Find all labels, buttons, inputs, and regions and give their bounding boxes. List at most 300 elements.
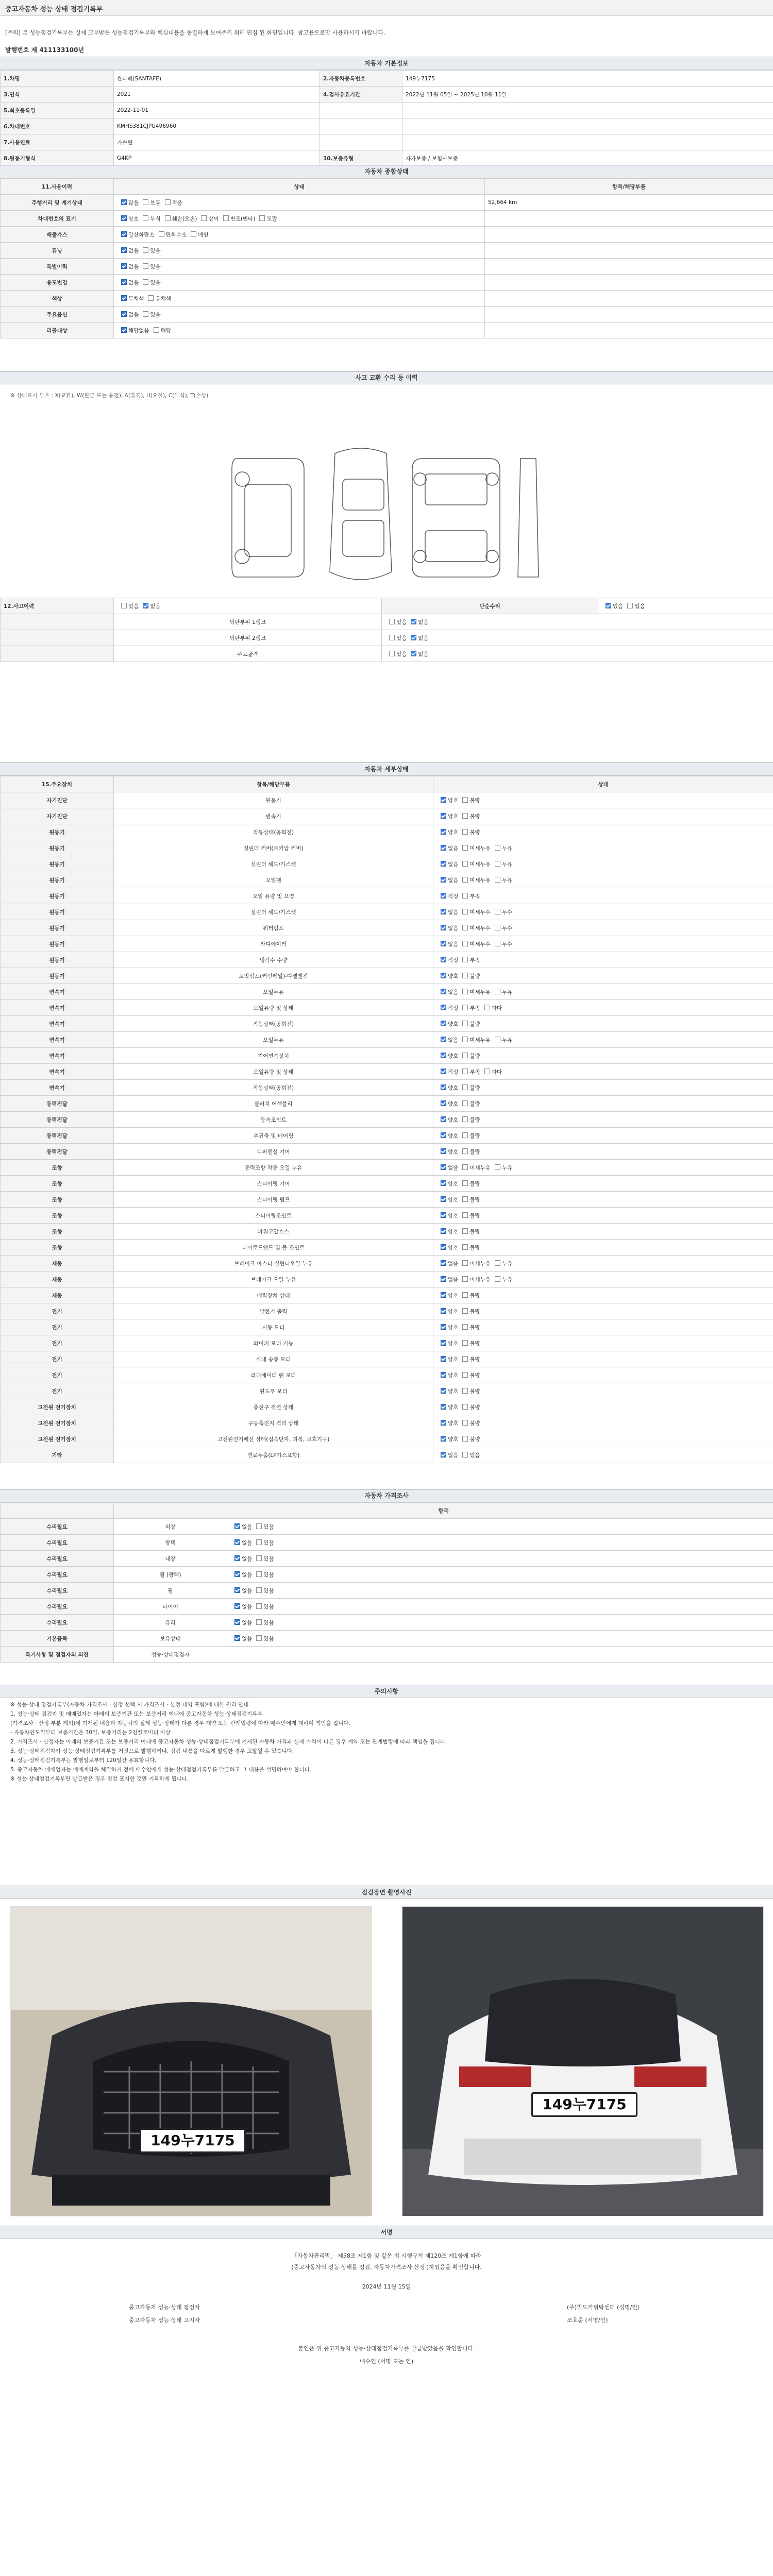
- checkbox-label: 없음: [448, 1276, 459, 1283]
- detail-group: 변속기: [1, 1048, 114, 1064]
- detail-state: [433, 1383, 773, 1399]
- detail-item: 스티어링조인트: [114, 1208, 433, 1224]
- detail-state: [433, 936, 773, 952]
- checkbox-icon: [462, 1228, 468, 1234]
- checkbox-label: 불량: [469, 1388, 480, 1395]
- checkbox-label: 있음: [263, 1555, 274, 1562]
- detail-row: [1, 936, 773, 952]
- checkbox-label: 불량: [469, 829, 480, 836]
- checkbox-icon: [462, 1452, 468, 1458]
- detail-item: 실린더 헤드/가스켓: [114, 856, 433, 872]
- page-title: 중고자동차 성능 상태 점검기록부: [5, 6, 103, 13]
- detail-row: [1, 1080, 773, 1096]
- price-group: 수리필요: [1, 1567, 114, 1583]
- inspector-label: 중고자동차 성능·상태 점검자: [129, 2304, 200, 2311]
- damage-legend: ※ 상태표시 부호 : X(교환), W(판금 또는 용접), A(흠집), U(요철), C(부식), T(손상): [10, 393, 209, 399]
- general-value: [114, 259, 485, 275]
- checkbox-label: 부식: [150, 215, 161, 222]
- price-value: [227, 1599, 773, 1615]
- checkbox-label: 불량: [469, 1084, 480, 1091]
- checkbox-icon: [441, 1404, 446, 1410]
- price-item: 내장: [114, 1551, 227, 1567]
- checkbox-label: 없음: [448, 925, 459, 931]
- price-item: 보유상태: [114, 1631, 227, 1647]
- detail-header: 15.주요장치: [1, 776, 114, 792]
- detail-group: 고전원 전기장치: [1, 1431, 114, 1447]
- detail-state: [433, 1367, 773, 1383]
- checkbox-label: 없음: [448, 1164, 459, 1171]
- detail-group: 원동기: [1, 840, 114, 856]
- checkbox-label: 해당없음: [128, 327, 149, 334]
- detail-row: [1, 1160, 773, 1176]
- detail-state: [433, 1303, 773, 1319]
- checkbox-icon: [462, 957, 468, 962]
- section-notes-title: 주의사항: [0, 1685, 773, 1698]
- checkbox-icon: [234, 1539, 240, 1545]
- checkbox-label: 양호: [448, 1053, 459, 1059]
- price-item: 외장: [114, 1519, 227, 1535]
- checkbox-label: 누유: [501, 989, 513, 995]
- detail-item: 충전구 절연 상태: [114, 1399, 433, 1415]
- detail-row: [1, 1335, 773, 1351]
- checkbox-icon: [234, 1571, 240, 1577]
- checkbox-label: 미세누유: [469, 845, 491, 852]
- checkbox-label: 적정: [448, 893, 459, 900]
- checkbox-icon: [121, 295, 127, 301]
- notes-block: [10, 1700, 763, 1784]
- opinion-label: 특기사항 및 점검자의 의견: [1, 1647, 114, 1663]
- checkbox-icon: [462, 877, 468, 883]
- detail-item: 스티어링 펌프: [114, 1192, 433, 1208]
- detail-row: [1, 1032, 773, 1048]
- detail-group: 전기: [1, 1383, 114, 1399]
- checkbox-icon: [462, 1420, 468, 1426]
- checkbox-icon: [441, 1308, 446, 1314]
- basic-value: 자가보증 / 보험사보증: [402, 150, 773, 166]
- checkbox-label: 누유: [501, 1276, 513, 1283]
- section-detail-title: 자동차 세부상태: [0, 762, 773, 776]
- detail-state: [433, 952, 773, 968]
- detail-row: [1, 1064, 773, 1080]
- detail-item: 디퍼렌셜 기어: [114, 1144, 433, 1160]
- checkbox-label: 불량: [469, 1228, 480, 1235]
- checkbox-label: 양호: [448, 829, 459, 836]
- checkbox-icon: [441, 813, 446, 819]
- checkbox-label: 과다: [491, 1005, 502, 1011]
- checkbox-label: 무채색: [128, 295, 144, 302]
- detail-state: [433, 1048, 773, 1064]
- price-row: [1, 1551, 773, 1567]
- detail-state: [433, 920, 773, 936]
- checkbox-icon: [441, 1053, 446, 1058]
- note-line: (가격조사 · 산정 부분 제외)에 기재된 내용과 자동차의 실제 성능·상태가 다른 경우 계약 또는 관계법령에 따라 매수인에게 대하여 책임을 집니다.: [10, 1720, 350, 1726]
- title-bar: [0, 0, 773, 16]
- checkbox-icon: [462, 1356, 468, 1362]
- checkbox-icon: [441, 877, 446, 883]
- basic-label: 1.차명: [1, 71, 114, 87]
- repair-label: 단순수리: [382, 598, 598, 614]
- checkbox-label: 불량: [469, 1116, 480, 1123]
- detail-row: [1, 1176, 773, 1192]
- general-label: 주행거리 및 계기상태: [1, 195, 114, 211]
- checkbox-label: 불량: [469, 1021, 480, 1027]
- rear-plate: 149누7175: [531, 2092, 637, 2117]
- basic-info-table: [0, 70, 773, 166]
- checkbox-icon: [234, 1523, 240, 1529]
- detail-row: [1, 984, 773, 1000]
- checkbox-label: 불량: [469, 1292, 480, 1299]
- general-label: 특별이력: [1, 259, 114, 275]
- sign-line2: (중고자동차의 성능·상태를 점검, 자동차가격조사·산정 )하였음을 확인합니다.: [291, 2264, 482, 2270]
- checkbox-icon: [259, 215, 265, 221]
- detail-item: 냉각수 수량: [114, 952, 433, 968]
- checkbox-icon: [148, 295, 154, 301]
- general-value: [114, 275, 485, 291]
- detail-row: [1, 856, 773, 872]
- checkbox-label: 있음: [263, 1635, 274, 1642]
- detail-group: 제동: [1, 1287, 114, 1303]
- checkbox-icon: [121, 327, 127, 333]
- price-row: [1, 1599, 773, 1615]
- detail-row: [1, 1399, 773, 1415]
- checkbox-label: 부족: [469, 893, 480, 900]
- detail-group: 동력전달: [1, 1144, 114, 1160]
- notice-text: [주의] 본 성능점검기록부는 실제 교부받은 성능점검기록부와 핵심내용을 동일하게 보여주기 위해 편집 된 화면입니다. 참고용으로만 사용하시기 바랍니다.: [5, 29, 385, 36]
- detail-item: 배력장치 상태: [114, 1287, 433, 1303]
- detail-group: 전기: [1, 1367, 114, 1383]
- general-note: [485, 291, 773, 307]
- rank1-name: 외판부위 1랭크: [114, 614, 382, 630]
- detail-item: 오일유량 및 상태: [114, 1000, 433, 1016]
- price-group: 기본품목: [1, 1631, 114, 1647]
- checkbox-icon: [143, 247, 148, 253]
- checkbox-icon: [441, 1292, 446, 1298]
- checkbox-icon: [462, 1372, 468, 1378]
- detail-item: 작동상태(공회전): [114, 1016, 433, 1032]
- detail-state: [433, 872, 773, 888]
- checkbox-icon: [121, 279, 127, 285]
- checkbox-icon: [462, 941, 468, 946]
- detail-row: [1, 1000, 773, 1016]
- checkbox-icon: [441, 1180, 446, 1186]
- receipt-line: 본인은 위 중고자동차 성능·상태점검기록부를 발급받았음을 확인합니다.: [298, 2345, 475, 2352]
- checkbox-label: 있음: [150, 311, 161, 318]
- frame-value: 있음 없음: [382, 646, 773, 662]
- checkbox-icon: [495, 845, 500, 851]
- basic-value: [402, 118, 773, 134]
- checkbox-label: 보통: [150, 199, 161, 206]
- basic-value: KMHS381CJPU496960: [114, 118, 320, 134]
- general-value: [114, 227, 485, 243]
- price-row: [1, 1567, 773, 1583]
- detail-item: 오일 유량 및 오염: [114, 888, 433, 904]
- detail-state: [433, 1415, 773, 1431]
- checkbox-label: 누유: [501, 1260, 513, 1267]
- rank2-name: 외판부위 2랭크: [114, 630, 382, 646]
- detail-row: [1, 872, 773, 888]
- checkbox-icon: [143, 263, 148, 269]
- detail-row: [1, 1447, 773, 1463]
- detail-state: [433, 1176, 773, 1192]
- checkbox-label: 미세누수: [469, 941, 491, 947]
- checkbox-icon: [495, 1260, 500, 1266]
- general-label: 배출가스: [1, 227, 114, 243]
- checkbox-icon: [256, 1539, 262, 1545]
- checkbox-label: 양호: [448, 1292, 459, 1299]
- detail-state: [433, 792, 773, 808]
- checkbox-icon: [143, 199, 148, 205]
- detail-item: 실내 송풍 모터: [114, 1351, 433, 1367]
- basic-value: [402, 103, 773, 118]
- general-row: [1, 259, 773, 275]
- checkbox-icon: [441, 1228, 446, 1234]
- general-row: [1, 275, 773, 291]
- note-line: 4. 성능·상태점검기록부는 발행일로부터 120일간 유효합니다.: [10, 1757, 157, 1764]
- checkbox-icon: [441, 845, 446, 851]
- detail-state: [433, 1080, 773, 1096]
- checkbox-icon: [441, 1132, 446, 1138]
- checkbox-label: 없음: [242, 1619, 253, 1626]
- basic-label: [320, 118, 402, 134]
- checkbox-icon: [256, 1555, 262, 1561]
- general-header: 11.사용이력: [1, 179, 114, 195]
- checkbox-icon: [462, 973, 468, 978]
- detail-group: 변속기: [1, 1080, 114, 1096]
- checkbox-label: 없음: [448, 1037, 459, 1043]
- checkbox-icon: [256, 1619, 262, 1625]
- basic-label: 2.자동차등록번호: [320, 71, 402, 87]
- detail-row: [1, 1272, 773, 1287]
- checkbox-label: 없음: [242, 1571, 253, 1578]
- detail-group: 원동기: [1, 920, 114, 936]
- checkbox-label: 양호: [448, 1404, 459, 1411]
- checkbox-label: 불량: [469, 1436, 480, 1443]
- checkbox-icon: [441, 1196, 446, 1202]
- checkbox-label: 없음: [242, 1635, 253, 1642]
- checkbox-icon: [441, 989, 446, 994]
- checkbox-label: 불량: [469, 1053, 480, 1059]
- checkbox-label: 불량: [469, 797, 480, 804]
- checkbox-icon: [441, 1324, 446, 1330]
- checkbox-icon: [201, 215, 207, 221]
- checkbox-icon: [462, 1100, 468, 1106]
- price-group: 수리필요: [1, 1535, 114, 1551]
- price-header: 항목: [114, 1503, 773, 1519]
- checkbox-label: 없음: [448, 845, 459, 852]
- checkbox-label: 양호: [448, 1116, 459, 1123]
- basic-label: 5.최초등록일: [1, 103, 114, 118]
- detail-group: 전기: [1, 1335, 114, 1351]
- checkbox-label: 불량: [469, 973, 480, 979]
- general-row: [1, 227, 773, 243]
- checkbox-label: 양호: [448, 1148, 459, 1155]
- checkbox-label: 미세누유: [469, 1260, 491, 1267]
- checkbox-label: 불량: [469, 1132, 480, 1139]
- detail-header-row: [1, 776, 773, 792]
- detail-group: 조향: [1, 1192, 114, 1208]
- basic-label: [320, 103, 402, 118]
- price-item: 유리: [114, 1615, 227, 1631]
- checkbox-label: 유채색: [155, 295, 171, 302]
- general-header: 상태: [114, 179, 485, 195]
- checkbox-label: 적음: [172, 199, 182, 206]
- checkbox-icon: [441, 829, 446, 835]
- checkbox-label: 상이: [208, 215, 219, 222]
- detail-row: [1, 1128, 773, 1144]
- rear-car-illustration: [402, 1907, 763, 2216]
- detail-state: [433, 1287, 773, 1303]
- checkbox-icon: [462, 1292, 468, 1298]
- detail-item: 기어변속장치: [114, 1048, 433, 1064]
- checkbox-label: 부족: [469, 957, 480, 963]
- checkbox-icon: [441, 1164, 446, 1170]
- checkbox-label: 불량: [469, 1180, 480, 1187]
- checkbox-label: 없음: [448, 1260, 459, 1267]
- detail-group: 기타: [1, 1447, 114, 1463]
- detail-row: [1, 1112, 773, 1128]
- checkbox-label: 누유: [501, 1164, 513, 1171]
- basic-row: [1, 150, 773, 166]
- checkbox-label: 양호: [448, 1308, 459, 1315]
- checkbox-label: 양호: [448, 1436, 459, 1443]
- checkbox-icon: [441, 925, 446, 930]
- checkbox-label: 불량: [469, 1308, 480, 1315]
- detail-item: 동력조향 작동 오일 누유: [114, 1160, 433, 1176]
- detail-group: 원동기: [1, 872, 114, 888]
- frame-label: [1, 646, 114, 662]
- checkbox-label: 미세누유: [469, 861, 491, 868]
- detail-group: 원동기: [1, 824, 114, 840]
- checkbox-icon: [495, 941, 500, 946]
- detail-row: [1, 824, 773, 840]
- checkbox-label: 불량: [469, 1196, 480, 1203]
- opinion-value: [227, 1647, 773, 1663]
- price-header-row: [1, 1503, 773, 1519]
- general-note: [485, 259, 773, 275]
- basic-row: [1, 103, 773, 118]
- detail-state: [433, 808, 773, 824]
- price-row: [1, 1615, 773, 1631]
- checkbox-label: 불량: [469, 813, 480, 820]
- checkbox-label: 양호: [448, 1420, 459, 1427]
- checkbox-icon: [462, 1308, 468, 1314]
- checkbox-label: 없음: [242, 1539, 253, 1546]
- checkbox-icon: [441, 1212, 446, 1218]
- detail-group: 고전원 전기장치: [1, 1399, 114, 1415]
- detail-state: [433, 1192, 773, 1208]
- price-group: 수리필요: [1, 1551, 114, 1567]
- checkbox-icon: [462, 813, 468, 819]
- detail-state: [433, 1224, 773, 1240]
- checkbox-label: 누유: [501, 845, 513, 852]
- detail-item: 파워고압호스: [114, 1224, 433, 1240]
- price-value: [227, 1535, 773, 1551]
- checkbox-label: 양호: [448, 813, 459, 820]
- detail-state: [433, 1335, 773, 1351]
- rank1-label: [1, 614, 114, 630]
- basic-value: 2022-11-01: [114, 103, 320, 118]
- checkbox-icon: [441, 1100, 446, 1106]
- basic-label: 6.차대번호: [1, 118, 114, 134]
- basic-value: [402, 134, 773, 150]
- checkbox-icon: [462, 1021, 468, 1026]
- detail-item: 추진축 및 베어링: [114, 1128, 433, 1144]
- repair-value: 있음 없음: [598, 598, 773, 614]
- detail-state: [433, 840, 773, 856]
- basic-row: [1, 87, 773, 103]
- price-item: 휠 (광택): [114, 1567, 227, 1583]
- checkbox-label: 누수: [501, 925, 513, 931]
- detail-row: [1, 1256, 773, 1272]
- checkbox-icon: [441, 1420, 446, 1426]
- price-value: [227, 1551, 773, 1567]
- checkbox-label: 미세누수: [469, 909, 491, 916]
- general-label: 용도변경: [1, 275, 114, 291]
- frame-name: 주요골격: [114, 646, 382, 662]
- checkbox-label: 부족: [469, 1069, 480, 1075]
- rear-photo: [402, 1906, 764, 2216]
- checkbox-label: 양호: [448, 1356, 459, 1363]
- checkbox-label: 있음: [263, 1603, 274, 1610]
- checkbox-icon: [495, 861, 500, 867]
- checkbox-label: 양호: [448, 1212, 459, 1219]
- basic-row: [1, 71, 773, 87]
- checkbox-icon: [462, 1276, 468, 1282]
- front-car-illustration: [11, 1907, 372, 2216]
- checkbox-icon: [462, 925, 468, 930]
- checkbox-icon: [441, 1436, 446, 1442]
- detail-item: 연료누출(LP가스포함): [114, 1447, 433, 1463]
- detail-group: 변속기: [1, 1032, 114, 1048]
- checkbox-icon: [256, 1635, 262, 1641]
- rank2-label: [1, 630, 114, 646]
- checkbox-label: 누수: [501, 941, 513, 947]
- basic-value: 2021: [114, 87, 320, 103]
- checkbox-icon: [165, 199, 171, 205]
- general-row: [1, 323, 773, 338]
- checkbox-label: 없음: [128, 311, 139, 318]
- detail-state: [433, 1032, 773, 1048]
- detail-row: [1, 1240, 773, 1256]
- checkbox-label: 누유: [501, 1037, 513, 1043]
- detail-row: [1, 888, 773, 904]
- detail-state: [433, 1144, 773, 1160]
- checkbox-icon: [495, 925, 500, 930]
- detail-item: 워터펌프: [114, 920, 433, 936]
- price-value: [227, 1615, 773, 1631]
- checkbox-icon: [441, 909, 446, 914]
- checkbox-icon: [441, 973, 446, 978]
- detail-state: [433, 1399, 773, 1415]
- note-line: 1. 성능·상태 점검자 및 매매업자는 아래의 보증기간 또는 보증거리 이내에 중고자동차 성능·상태점검기록부: [10, 1711, 263, 1717]
- checkbox-label: 양호: [448, 1340, 459, 1347]
- inspector-value: (주)빌드카위탁센터 (성명/인): [567, 2304, 640, 2311]
- checkbox-icon: [165, 215, 171, 221]
- detail-group: 원동기: [1, 904, 114, 920]
- checkbox-label: 누유: [501, 877, 513, 884]
- checkbox-label: 양호: [448, 797, 459, 804]
- general-label: 차대번호의 표기: [1, 211, 114, 227]
- checkbox-icon: [462, 1436, 468, 1442]
- detail-group: 조향: [1, 1208, 114, 1224]
- general-state-table: [0, 178, 773, 338]
- damage-table: [0, 598, 773, 662]
- general-value: [114, 195, 485, 211]
- checkbox-label: 있음: [263, 1539, 274, 1546]
- checkbox-icon: [462, 1212, 468, 1218]
- note-line: ※ 성능·상태점검기록부만 발급받은 경우 점검 표시한 것만 기록하게 됩니다.: [10, 1776, 189, 1782]
- detail-header: 항목/해당부품: [114, 776, 433, 792]
